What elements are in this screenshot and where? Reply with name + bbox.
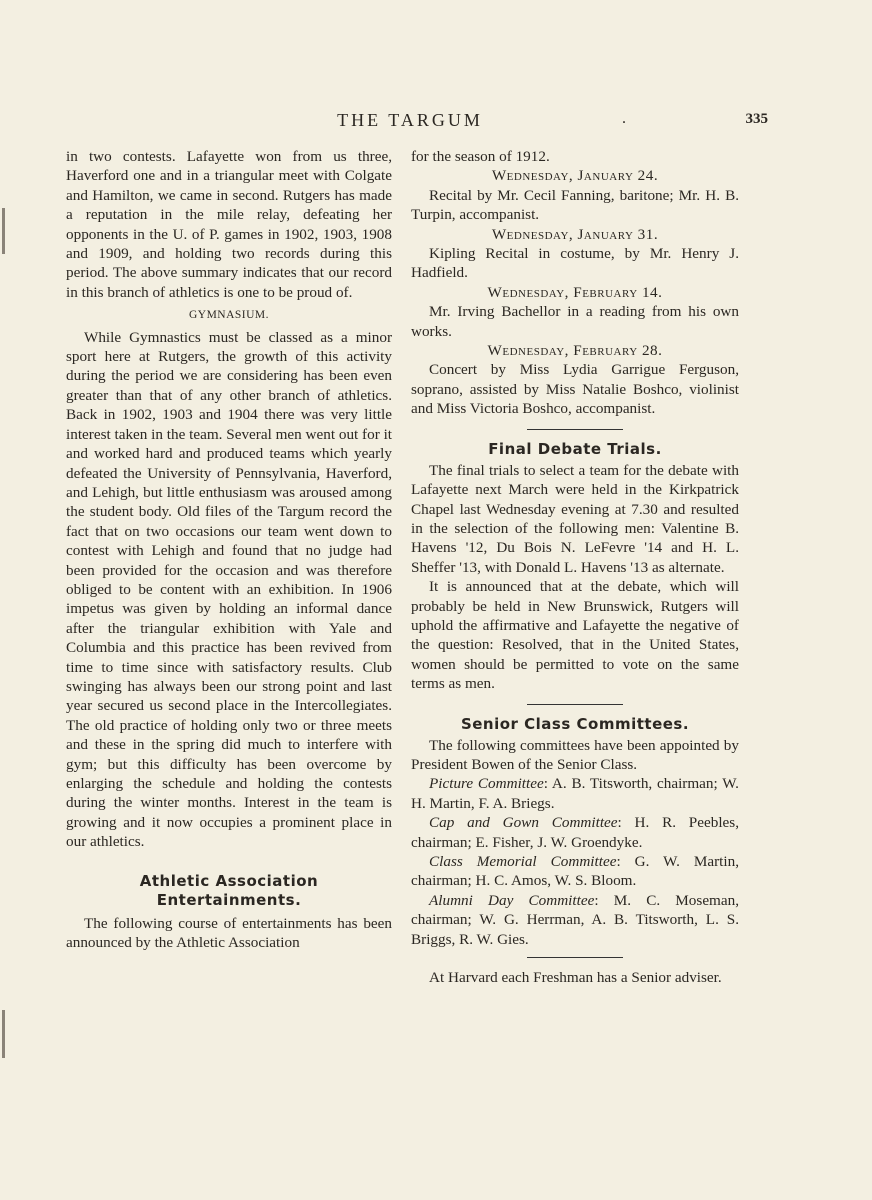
committee-entry: Picture Committee: A. B. Titsworth, chairman; W. H. Martin, F. A. Briegs.	[411, 775, 739, 812]
senior-committees-heading: Senior Class Committees.	[460, 714, 690, 733]
margin-mark	[2, 1010, 5, 1058]
entertainments-heading: Athletic Association Entertainments.	[139, 871, 319, 909]
senior-committees-intro: The following committees have been appointed by President Bowen of the Senior Class.	[411, 736, 739, 773]
committee-members: M. C. Moseman, chairman; W. G. Herrman, A. B. Titsworth, L. S. Briggs, R. W. Gies.	[411, 891, 739, 948]
page-number: 335	[745, 111, 768, 127]
section-divider	[527, 957, 623, 958]
committee-name: Picture Committee	[429, 775, 544, 793]
committee-name: Alumni Day Committee	[429, 891, 595, 909]
committee-entry: Alumni Day Committee: M. C. Moseman, chairman; W. G. Herrman, A. B. Titsworth, L. S. Briggs, R. W. Gies.	[411, 891, 739, 948]
event-date: Wednesday, February 14.	[487, 283, 663, 301]
committee-name: Class Memorial Committee	[429, 853, 617, 870]
page-header	[60, 110, 768, 134]
gymnasium-heading: GYMNASIUM.	[188, 309, 270, 322]
committee-members: A. B. Titsworth, chairman; W. H. Martin, F. A. Briegs.	[411, 775, 739, 812]
committee-name: Cap and Gown Committee	[429, 814, 618, 832]
debate-paragraph-2: It is announced that at the debate, which will probably be held in New Brunswick, Rutgers will uphold the affirmative and Lafayette the negative of the question: Resolved, that in the United States, women should be permitted to vote on the same terms as men.	[411, 578, 739, 693]
event-date: Wednesday, January 24.	[491, 167, 659, 185]
entertainments-continuation: for the season of 1912.	[411, 148, 550, 165]
debate-paragraph: The final trials to select a team for the debate with Lafayette next March were held in the Kirkpatrick Chapel last Wednesday evening at 7.30 and resulted in the selection of the following men: Valentine B. Havens '12, Du Bois N. LeFevre '14 and H. L. Sheffer '13, with Donald L. Havens '13 as alternate.	[411, 461, 739, 576]
event-description: Concert by Miss Lydia Garrigue Ferguson, soprano, assisted by Miss Natalie Boshco, violinist and Miss Victoria Boshco, accompanist.	[411, 361, 739, 418]
harvard-note: At Harvard each Freshman has a Senior adviser.	[429, 969, 722, 987]
debate-heading: Final Debate Trials.	[488, 439, 662, 458]
event-date: Wednesday, January 31.	[491, 225, 659, 243]
event-description: Recital by Mr. Cecil Fanning, baritone; Mr. H. B. Turpin, accompanist.	[411, 186, 739, 224]
header-dot: .	[622, 110, 626, 127]
event-date: Wednesday, February 28.	[487, 342, 663, 360]
right-column	[411, 147, 739, 987]
committee-entry: Class Memorial Committee: G. W. Martin, chairman; H. C. Amos, W. S. Bloom.	[411, 853, 739, 890]
committee-members: H. R. Peebles, chairman; E. Fisher, J. W. Groendyke.	[411, 814, 739, 851]
gymnasium-paragraph: While Gymnastics must be classed as a minor sport here at Rutgers, the growth of this activity during the period we are considering has been even greater than that of any other branch of athletics. Back in 1902, 1903 and 1904 there was very little interest taken in the team. Several men went out for it and worked hard and produced teams which yearly defeated the University of Pennsylvania, Haverford, and Lehigh, but little enthusiasm was aroused among the student body. Old files of the Targum record the fact that on two occasions our team went down to contest with Lehigh and found that no judge had been provided for the occasion and was therefore obliged to be content with an exhibition. In 1906 impetus was given by holding an informal dance after the triangular exhibition with Yale and Columbia and this practice has been revived from time to time since with satisfactory results. Club swinging has always been our strong point and last year secured us second place in the Intercollegiates. The old practice of holding only two or three meets and these in the spring did much to interfere with gym; but this difficulty has been overcome by enlarging the schedule and holding the contests during the winter months. Interest in the team is growing and it now occupies a prominent place in our athletics.	[66, 328, 393, 851]
entertainments-paragraph: The following course of entertainments has been announced by the Athletic Association	[66, 914, 392, 952]
event-description: Mr. Irving Bachellor in a reading from his own works.	[411, 303, 739, 340]
committee-members: G. W. Martin, chairman; H. C. Amos, W. S. Bloom.	[411, 853, 739, 890]
publication-title: THE TARGUM	[337, 110, 483, 130]
track-paragraph: in two contests. Lafayette won from us three, Haverford one and in a triangular meet with Colgate and Hamilton, we came in second. Rutgers has made a reputation in the mile relay, defeating her opponents in the U. of P. games in 1902, 1903, 1908 and 1909, and holding two records during this period. The above summary indicates that our record in this branch of athletics is one to be proud of.	[66, 148, 392, 301]
section-divider	[527, 429, 623, 430]
event-description: Kipling Recital in costume, by Mr. Henry J. Hadfield.	[411, 245, 739, 282]
left-column	[66, 147, 392, 952]
section-divider	[527, 704, 623, 705]
committee-entry: Cap and Gown Committee: H. R. Peebles, chairman; E. Fisher, J. W. Groendyke.	[411, 814, 739, 851]
margin-mark	[2, 208, 5, 254]
